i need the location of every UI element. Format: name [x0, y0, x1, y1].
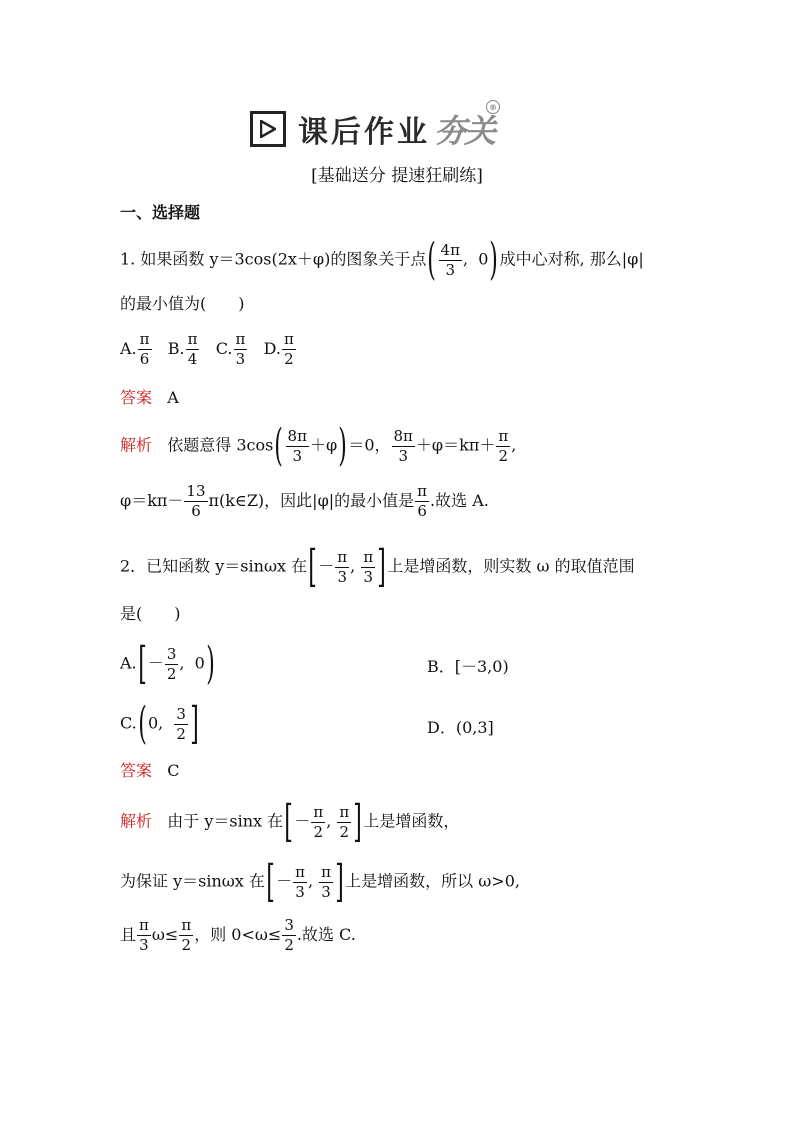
- q1-analysis-line2: φ＝kπ－ $\frac{13}{6}$ π(k∈Z)，因此|φ|的最小值是 $\frac{\pi}{6}$ .故选 A.: [120, 482, 489, 520]
- q2-option-c: C.(0, $\frac{3}{2}$ ]: [120, 698, 199, 749]
- page-header: [250, 102, 498, 154]
- page-title: 课后作业: [298, 115, 430, 150]
- registered-mark-icon: ®: [486, 100, 500, 114]
- q2-analysis-line3: 且 $\frac{\pi}{3}$ ω≤ $\frac{\pi}{2}$ ，则 0<ω≤ $\frac{3}{2}$ .故选 C.: [120, 916, 356, 954]
- q2-option-d: D．(0,3]: [427, 718, 494, 737]
- section-title: 一、选择题: [120, 203, 201, 222]
- q1-option-b: B. $\frac{\pi}{4}$: [167, 330, 198, 368]
- q1-option-c: C. $\frac{\pi}{3}$: [215, 330, 246, 368]
- q2-analysis-line2: 为保证 y＝sinωx 在[－ $\frac{\pi}{3}$ , $\frac{\pi}{3}$ ]上是增函数，所以 ω>0,: [120, 856, 520, 907]
- q2-analysis-line1: 解析 由于 y＝sinx 在[－ $\frac{\pi}{2}$ , $\frac{\pi}{2}$ ]上是增函数，: [120, 796, 460, 847]
- q1-options: [120, 332, 297, 367]
- answer-label: 答案: [120, 388, 153, 407]
- q1-option-a: A. $\frac{\pi}{6}$: [120, 330, 150, 368]
- page-subtitle: [基础送分 提速狂刷练]: [311, 166, 483, 186]
- q2-option-a: A.[－ $\frac{3}{2}$ , 0): [120, 638, 215, 689]
- answer-label: 答案: [120, 761, 153, 780]
- q1-stem-line2: 的最小值为( ): [120, 294, 245, 313]
- analysis-label: 解析: [120, 811, 153, 831]
- q1-stem-line1: 1. 如果函数 y＝3cos(2x＋φ)的图象关于点( $\frac{4\pi}{3}$ , 0)成中心对称, 那么|φ|: [120, 234, 644, 285]
- q2-stem-line1: 2．已知函数 y＝sinωx 在[－ $\frac{\pi}{3}$ , $\frac{\pi}{3}$ ]上是增函数，则实数 ω 的取值范围: [120, 541, 635, 592]
- q2-stem-line2: 是( ): [120, 604, 181, 623]
- q1-analysis-line1: 解析 依题意得 3cos( $\frac{8\pi}{3}$ ＋φ)＝0， $\frac{8\pi}{3}$ ＋φ＝kπ＋ $\frac{\pi}{2}$ ,: [120, 420, 517, 471]
- brand-logo: 夯关 ®: [434, 106, 494, 152]
- q1-answer: 答案 A: [120, 388, 179, 407]
- fraction: $\frac{4\pi}{3}$: [440, 240, 460, 279]
- play-icon: [250, 111, 286, 147]
- analysis-label: 解析: [120, 435, 153, 455]
- q2-answer: 答案 C: [120, 761, 180, 780]
- q2-option-b: B．[－3,0): [427, 657, 509, 676]
- q1-option-d: D. $\frac{\pi}{2}$: [263, 330, 294, 368]
